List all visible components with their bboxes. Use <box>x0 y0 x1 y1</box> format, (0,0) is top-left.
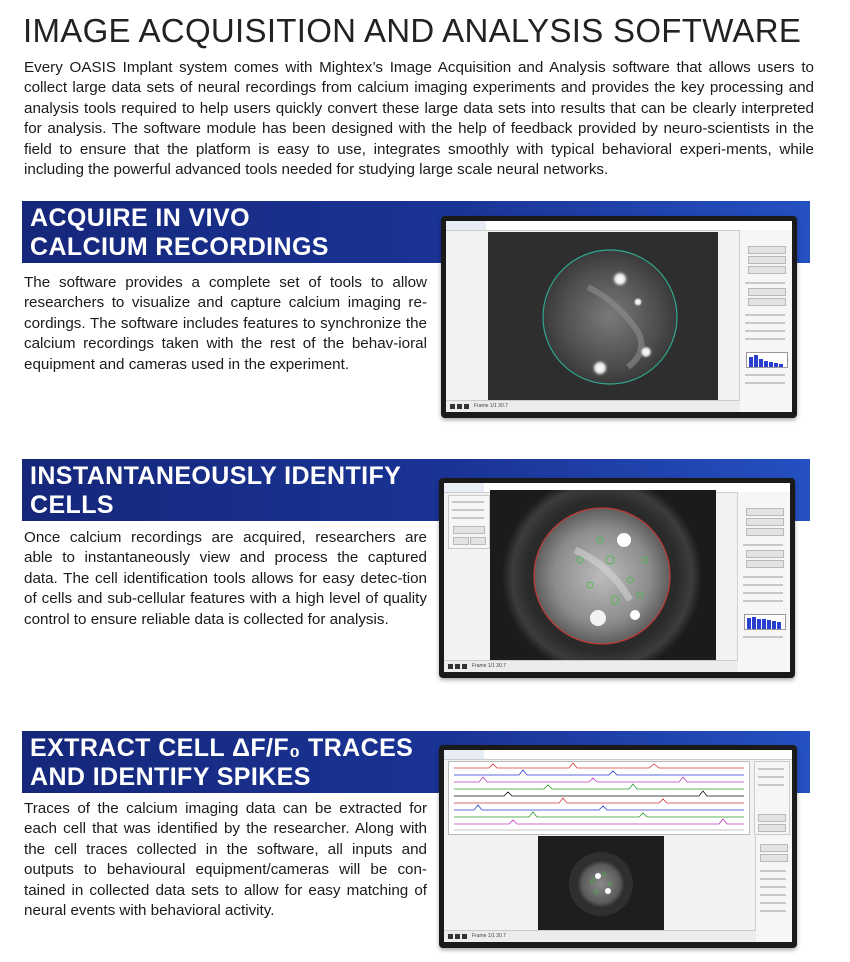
panel-button[interactable] <box>758 824 786 832</box>
panel-button[interactable] <box>746 518 784 526</box>
app-window <box>444 483 790 672</box>
cell-detection-dialog <box>448 495 490 549</box>
app-window <box>444 750 792 942</box>
panel-button[interactable] <box>746 560 784 568</box>
section-heading-acquire <box>30 204 329 262</box>
panel-button[interactable] <box>760 854 788 862</box>
calcium-image <box>538 836 664 932</box>
calcium-image <box>488 232 718 403</box>
panel-button[interactable] <box>748 256 786 264</box>
intensity-histogram <box>746 352 788 368</box>
panel-button[interactable] <box>758 814 786 822</box>
frame-status: Frame 1/1 30.7 <box>472 663 506 669</box>
control-panel <box>739 230 792 412</box>
camera-viewport <box>490 490 716 662</box>
camera-viewport <box>538 836 664 932</box>
section-heading-identify <box>30 462 401 520</box>
software-screenshot-acquire <box>441 216 797 418</box>
play-icon[interactable] <box>450 404 455 409</box>
page-title: IMAGE ACQUISITION AND ANALYSIS SOFTWARE <box>23 12 802 49</box>
heading-line-1: INSTANTANEOUSLY IDENTIFY <box>30 462 402 490</box>
playback-bar <box>444 930 756 942</box>
ok-button[interactable] <box>470 537 486 545</box>
pause-icon[interactable] <box>455 664 460 669</box>
window-titlebar <box>444 750 792 760</box>
heading-line-2: CELLS <box>30 491 114 519</box>
panel-button[interactable] <box>746 550 784 558</box>
frame-status: Frame 1/1 30.7 <box>472 933 506 939</box>
trace-plot <box>448 761 750 835</box>
heading-line-2: CALCIUM RECORDINGS <box>30 233 329 261</box>
section-heading-traces <box>30 734 413 792</box>
trace-options <box>754 761 790 835</box>
intro-paragraph: Every OASIS Implant system comes with Mightex’s Image Acquisition and Analysis software that allows users to collect large data sets of neural recordings from calcium imaging experiments and provides the key processing and analysis tools required to help users quickly convert these large data sets into results that can be clearly interpreted for analysis. The software module has been designed with the help of feedback provided by neuro-scientists in the field to ensure that the platform is easy to use, integrates smoothly with typical behavioral experi-ments, while including the powerful advanced tools needed for studying large scale neural networks. <box>24 59 814 179</box>
intensity-histogram <box>744 614 786 630</box>
detect-button[interactable] <box>453 526 485 534</box>
section-body-acquire: The software provides a complete set of tools to allow researchers to visualize and capture calcium imaging re-cordings. The software includes features to synchronize the calcium recordings taken with the rest of the behav-ioral equipment and cameras used in the experiment. <box>24 274 427 373</box>
control-panel <box>755 836 792 942</box>
playback-bar <box>446 400 740 412</box>
heading-line-2: AND IDENTIFY SPIKES <box>30 763 311 791</box>
pause-icon[interactable] <box>455 934 460 939</box>
heading-line-1: ACQUIRE IN VIVO <box>30 204 250 232</box>
panel-button[interactable] <box>760 844 788 852</box>
play-icon[interactable] <box>448 664 453 669</box>
control-panel <box>737 492 790 672</box>
stop-icon[interactable] <box>462 664 467 669</box>
section-body-traces: Traces of the calcium imaging data can be extracted for each cell that was identified by the researcher. Along with the cell traces collected in the software, all inputs and outputs to behavioural equipment/cameras will be con-tained in collected data sets to allow for easy matching of neural events with behavioral activity. <box>24 800 427 920</box>
pause-icon[interactable] <box>457 404 462 409</box>
software-screenshot-traces <box>439 745 797 948</box>
stop-icon[interactable] <box>464 404 469 409</box>
playback-bar <box>444 660 738 672</box>
app-window <box>446 221 792 412</box>
camera-viewport <box>488 232 718 403</box>
panel-button[interactable] <box>748 266 786 274</box>
delta-f-traces <box>449 762 749 834</box>
heading-line-1: EXTRACT CELL ΔF/F₀ TRACES <box>30 734 414 762</box>
cancel-button[interactable] <box>453 537 469 545</box>
section-body-identify: Once calcium recordings are acquired, researchers are able to instantaneously view and process the captured data. The cell identification tools allows for easy detec-tion of cells and sub-cellular features with a high level of quality control to ensure reliable data is collected for analysis. <box>24 529 427 628</box>
calcium-image <box>490 490 716 662</box>
play-icon[interactable] <box>448 934 453 939</box>
panel-button[interactable] <box>746 508 784 516</box>
frame-status: Frame 1/1 30.7 <box>474 403 508 409</box>
panel-button[interactable] <box>746 528 784 536</box>
software-screenshot-identify <box>439 478 795 678</box>
panel-button[interactable] <box>748 246 786 254</box>
panel-button[interactable] <box>748 298 786 306</box>
stop-icon[interactable] <box>462 934 467 939</box>
panel-button[interactable] <box>748 288 786 296</box>
